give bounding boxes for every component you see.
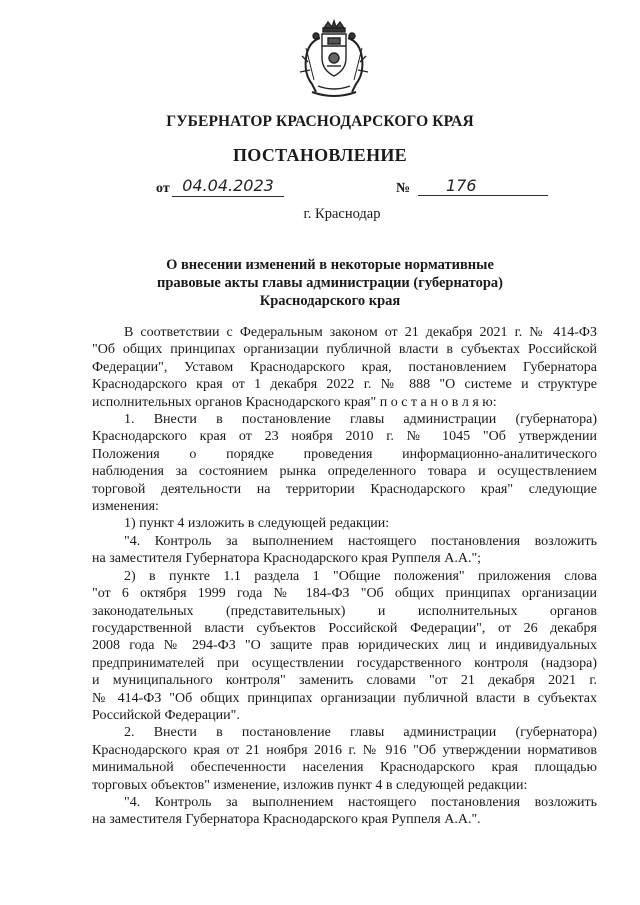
document-subject bbox=[130, 256, 530, 310]
document-type-title: ПОСТАНОВЛЕНИЕ bbox=[233, 145, 407, 165]
body-line: 1. Внести в постановление главы администрации (губернатора) bbox=[124, 412, 597, 428]
body-line: "от 6 октября 1999 года № 184-ФЗ "Об общих принципах организации bbox=[92, 586, 597, 602]
subject-line: О внесении изменений в некоторые нормативные bbox=[166, 257, 494, 273]
body-line: В соответствии с Федеральным законом от 21 декабря 2021 г. № 414-ФЗ bbox=[124, 325, 597, 340]
governor-title: ГУБЕРНАТОР КРАСНОДАРСКОГО КРАЯ bbox=[166, 113, 474, 130]
document-body bbox=[92, 324, 597, 829]
date-number-row bbox=[0, 176, 640, 202]
body-line: "4. Контроль за выполнением настоящего постановления возложить bbox=[124, 533, 597, 549]
city-name: г. Краснодар bbox=[303, 206, 381, 222]
body-line: исполнительных органов Краснодарского края" п о с т а н о в л я ю: bbox=[92, 394, 497, 410]
body-line: "Об общих принципах организации публичной власти в субъектах Российской bbox=[92, 342, 597, 358]
body-line: минимальной обеспеченности населения Краснодарского края площадью bbox=[92, 760, 597, 776]
body-line: Краснодарского края от 23 ноября 2010 г. № 1045 "Об утверждении bbox=[92, 429, 597, 445]
body-line: наблюдения за состоянием рынка определенного товара и осуществлением bbox=[92, 464, 597, 480]
body-line: 1) пункт 4 изложить в следующей редакции: bbox=[124, 516, 390, 532]
body-line: 2) в пункте 1.1 раздела 1 "Общие положения" приложения слова bbox=[124, 568, 597, 584]
body-line: 2008 года № 294-ФЗ "О защите прав юридических лиц и индивидуальных bbox=[92, 638, 597, 654]
subject-line: правовые акты главы администрации (губернатора) bbox=[156, 275, 504, 291]
date-value: 04.04.2023 bbox=[172, 176, 284, 197]
number-value: 176 bbox=[418, 176, 548, 196]
body-line: Краснодарского края от 21 ноября 2016 г. № 916 "Об утверждении нормативов bbox=[92, 742, 597, 758]
body-line: Краснодарского края от 1 декабря 2022 г. № 888 "О системе и структуре bbox=[92, 377, 597, 393]
body-line: Российской Федерации". bbox=[92, 707, 240, 723]
body-line: Положения о порядке проведения информационно-аналитического bbox=[92, 446, 597, 462]
body-line: законодательных (представительных) и исполнительных органов bbox=[92, 603, 597, 619]
body-line: 2. Внести в постановление главы администрации (губернатора) bbox=[124, 725, 597, 741]
coat-of-arms-emblem bbox=[294, 18, 374, 100]
body-line: Федерации", Уставом Краснодарского края, постановлением Губернатора bbox=[92, 359, 597, 375]
body-line: изменения: bbox=[92, 499, 159, 515]
subject-line: Краснодарского края bbox=[259, 293, 401, 309]
number-label: № bbox=[396, 181, 411, 196]
body-line: № 414-ФЗ "Об общих принципах организации публичной власти в субъектах bbox=[92, 690, 597, 706]
body-line: на заместителя Губернатора Краснодарского края Руппеля А.А.". bbox=[92, 812, 481, 828]
date-label: от bbox=[156, 181, 170, 196]
body-line: предпринимателей при осуществлении государственного контроля (надзора) bbox=[92, 655, 597, 671]
body-line: торговой деятельности на территории Краснодарского края" следующие bbox=[92, 481, 597, 497]
body-line: "4. Контроль за выполнением настоящего постановления возложить bbox=[124, 794, 597, 810]
body-line: торговых объектов" изменение, изложив пункт 4 в следующей редакции: bbox=[92, 777, 528, 793]
body-line: на заместителя Губернатора Краснодарского края Руппеля А.А."; bbox=[92, 551, 482, 567]
body-line: государственной власти субъектов Российской Федерации", от 26 декабря bbox=[92, 620, 597, 636]
body-line: и муниципального контроля" заменить словами "от 21 декабря 2021 г. bbox=[92, 673, 597, 689]
